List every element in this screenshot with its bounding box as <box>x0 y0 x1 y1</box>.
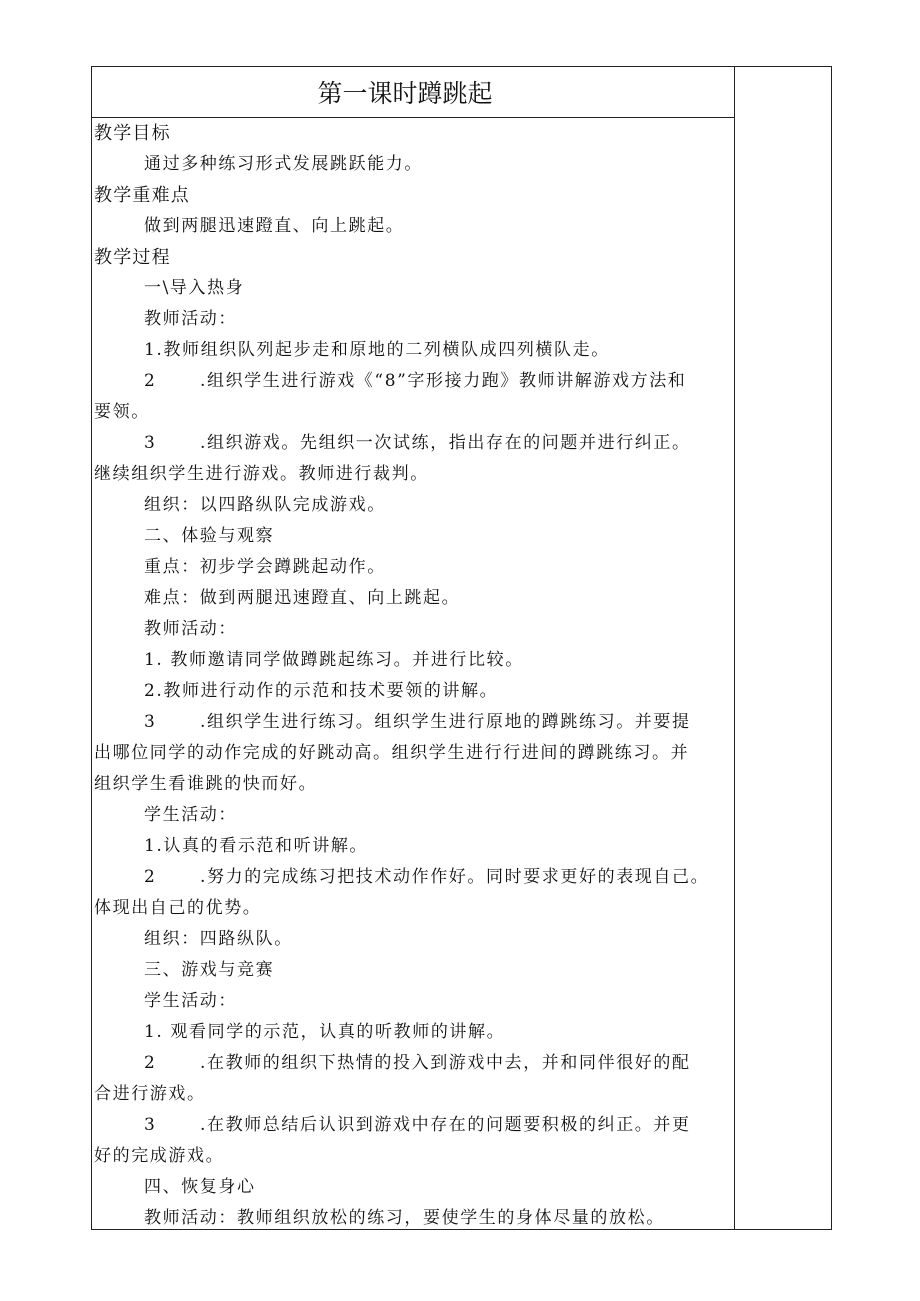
content-line <box>92 614 734 645</box>
content-line <box>92 428 734 459</box>
line-text: 通过多种练习形式发展跳跃能力。 <box>144 154 423 174</box>
line-text: 学生活动： <box>144 991 237 1011</box>
line-text: 教师活动： <box>144 619 237 639</box>
item-number: 2 <box>144 1053 157 1073</box>
line-text: 1. 观看同学的示范，认真的听教师的讲解。 <box>144 1022 506 1042</box>
content-line <box>92 521 734 552</box>
line-text: 出哪位同学的动作完成的好跳动高。组织学生进行行进间的蹲跳练习。并 <box>94 743 690 763</box>
content-line <box>92 862 734 893</box>
line-text: 组织学生看谁跳的快而好。 <box>94 774 318 794</box>
content-line <box>92 273 734 304</box>
content-line <box>92 149 734 180</box>
content-line <box>92 211 734 242</box>
content-line <box>92 366 734 397</box>
content-line <box>92 335 734 366</box>
line-text: 学生活动： <box>144 805 237 825</box>
content-line <box>92 1017 734 1048</box>
line-text: 好的完成游戏。 <box>94 1146 225 1166</box>
side-column-divider <box>734 67 735 1229</box>
lesson-plan-table <box>91 66 832 1230</box>
content-line <box>92 459 734 490</box>
item-number: 2 <box>144 867 157 887</box>
lesson-content <box>92 118 734 1228</box>
line-text: .在教师的组织下热情的投入到游戏中去，并和同伴很好的配 <box>200 1053 691 1073</box>
content-line <box>92 1048 734 1079</box>
content-line <box>92 583 734 614</box>
line-text: 组织：四路纵队。 <box>144 929 293 949</box>
line-text: 三、游戏与竞赛 <box>144 960 275 980</box>
content-line <box>92 986 734 1017</box>
line-text: .组织学生进行练习。组织学生进行原地的蹲跳练习。并要提 <box>200 712 691 732</box>
title-row <box>92 67 734 118</box>
line-text: 教师活动： <box>144 309 237 329</box>
content-line <box>92 738 734 769</box>
item-number: 3 <box>144 712 157 732</box>
content-line <box>92 1172 734 1203</box>
line-text: .努力的完成练习把技术动作作好。同时要求更好的表现自己。 <box>200 867 710 887</box>
content-line <box>92 1079 734 1110</box>
item-number: 3 <box>144 433 157 453</box>
section-heading <box>92 242 734 273</box>
line-text: 做到两腿迅速蹬直、向上跳起。 <box>144 216 405 236</box>
content-line <box>92 304 734 335</box>
content-line <box>92 707 734 738</box>
content-line <box>92 490 734 521</box>
item-number: 3 <box>144 1115 157 1135</box>
line-text: 体现出自己的优势。 <box>94 898 262 918</box>
content-line <box>92 1110 734 1141</box>
line-text: 教学过程 <box>94 247 171 268</box>
line-text: 教师活动：教师组织放松的练习，要使学生的身体尽量的放松。 <box>144 1208 665 1228</box>
content-line <box>92 676 734 707</box>
line-text: 继续组织学生进行游戏。教师进行裁判。 <box>94 464 429 484</box>
line-text: 组织：以四路纵队完成游戏。 <box>144 495 386 515</box>
line-text: 要领。 <box>94 402 150 422</box>
line-text: .组织游戏。先组织一次试练，指出存在的问题并进行纠正。 <box>200 433 691 453</box>
content-line <box>92 1141 734 1172</box>
line-text: 教学目标 <box>94 123 171 144</box>
line-text: 四、恢复身心 <box>144 1177 256 1197</box>
line-text: 1. 教师邀请同学做蹲跳起练习。并进行比较。 <box>144 650 524 670</box>
content-line <box>92 552 734 583</box>
content-line <box>92 397 734 428</box>
content-line <box>92 924 734 955</box>
line-text: 二、体验与观察 <box>144 526 275 546</box>
line-text: .组织学生进行游戏《“8”字形接力跑》教师讲解游戏方法和 <box>200 371 687 391</box>
line-text: 2.教师进行动作的示范和技术要领的讲解。 <box>144 681 499 701</box>
section-heading <box>92 118 734 149</box>
line-text: 1.认真的看示范和听讲解。 <box>144 836 369 856</box>
line-text: 重点：初步学会蹲跳起动作。 <box>144 557 386 577</box>
page-title: 第一课时蹲跳起 <box>317 79 493 108</box>
line-text: 一\导入热身 <box>144 278 245 298</box>
content-line <box>92 645 734 676</box>
content-line <box>92 831 734 862</box>
section-heading <box>92 180 734 211</box>
content-line <box>92 800 734 831</box>
content-line <box>92 1203 734 1228</box>
line-text: 难点：做到两腿迅速蹬直、向上跳起。 <box>144 588 461 608</box>
item-number: 2 <box>144 371 157 391</box>
content-line <box>92 893 734 924</box>
line-text: 教学重难点 <box>94 185 190 206</box>
content-line <box>92 955 734 986</box>
content-line <box>92 769 734 800</box>
line-text: .在教师总结后认识到游戏中存在的问题要积极的纠正。并更 <box>200 1115 691 1135</box>
line-text: 合进行游戏。 <box>94 1084 206 1104</box>
line-text: 1.教师组织队列起步走和原地的二列横队成四列横队走。 <box>144 340 610 360</box>
